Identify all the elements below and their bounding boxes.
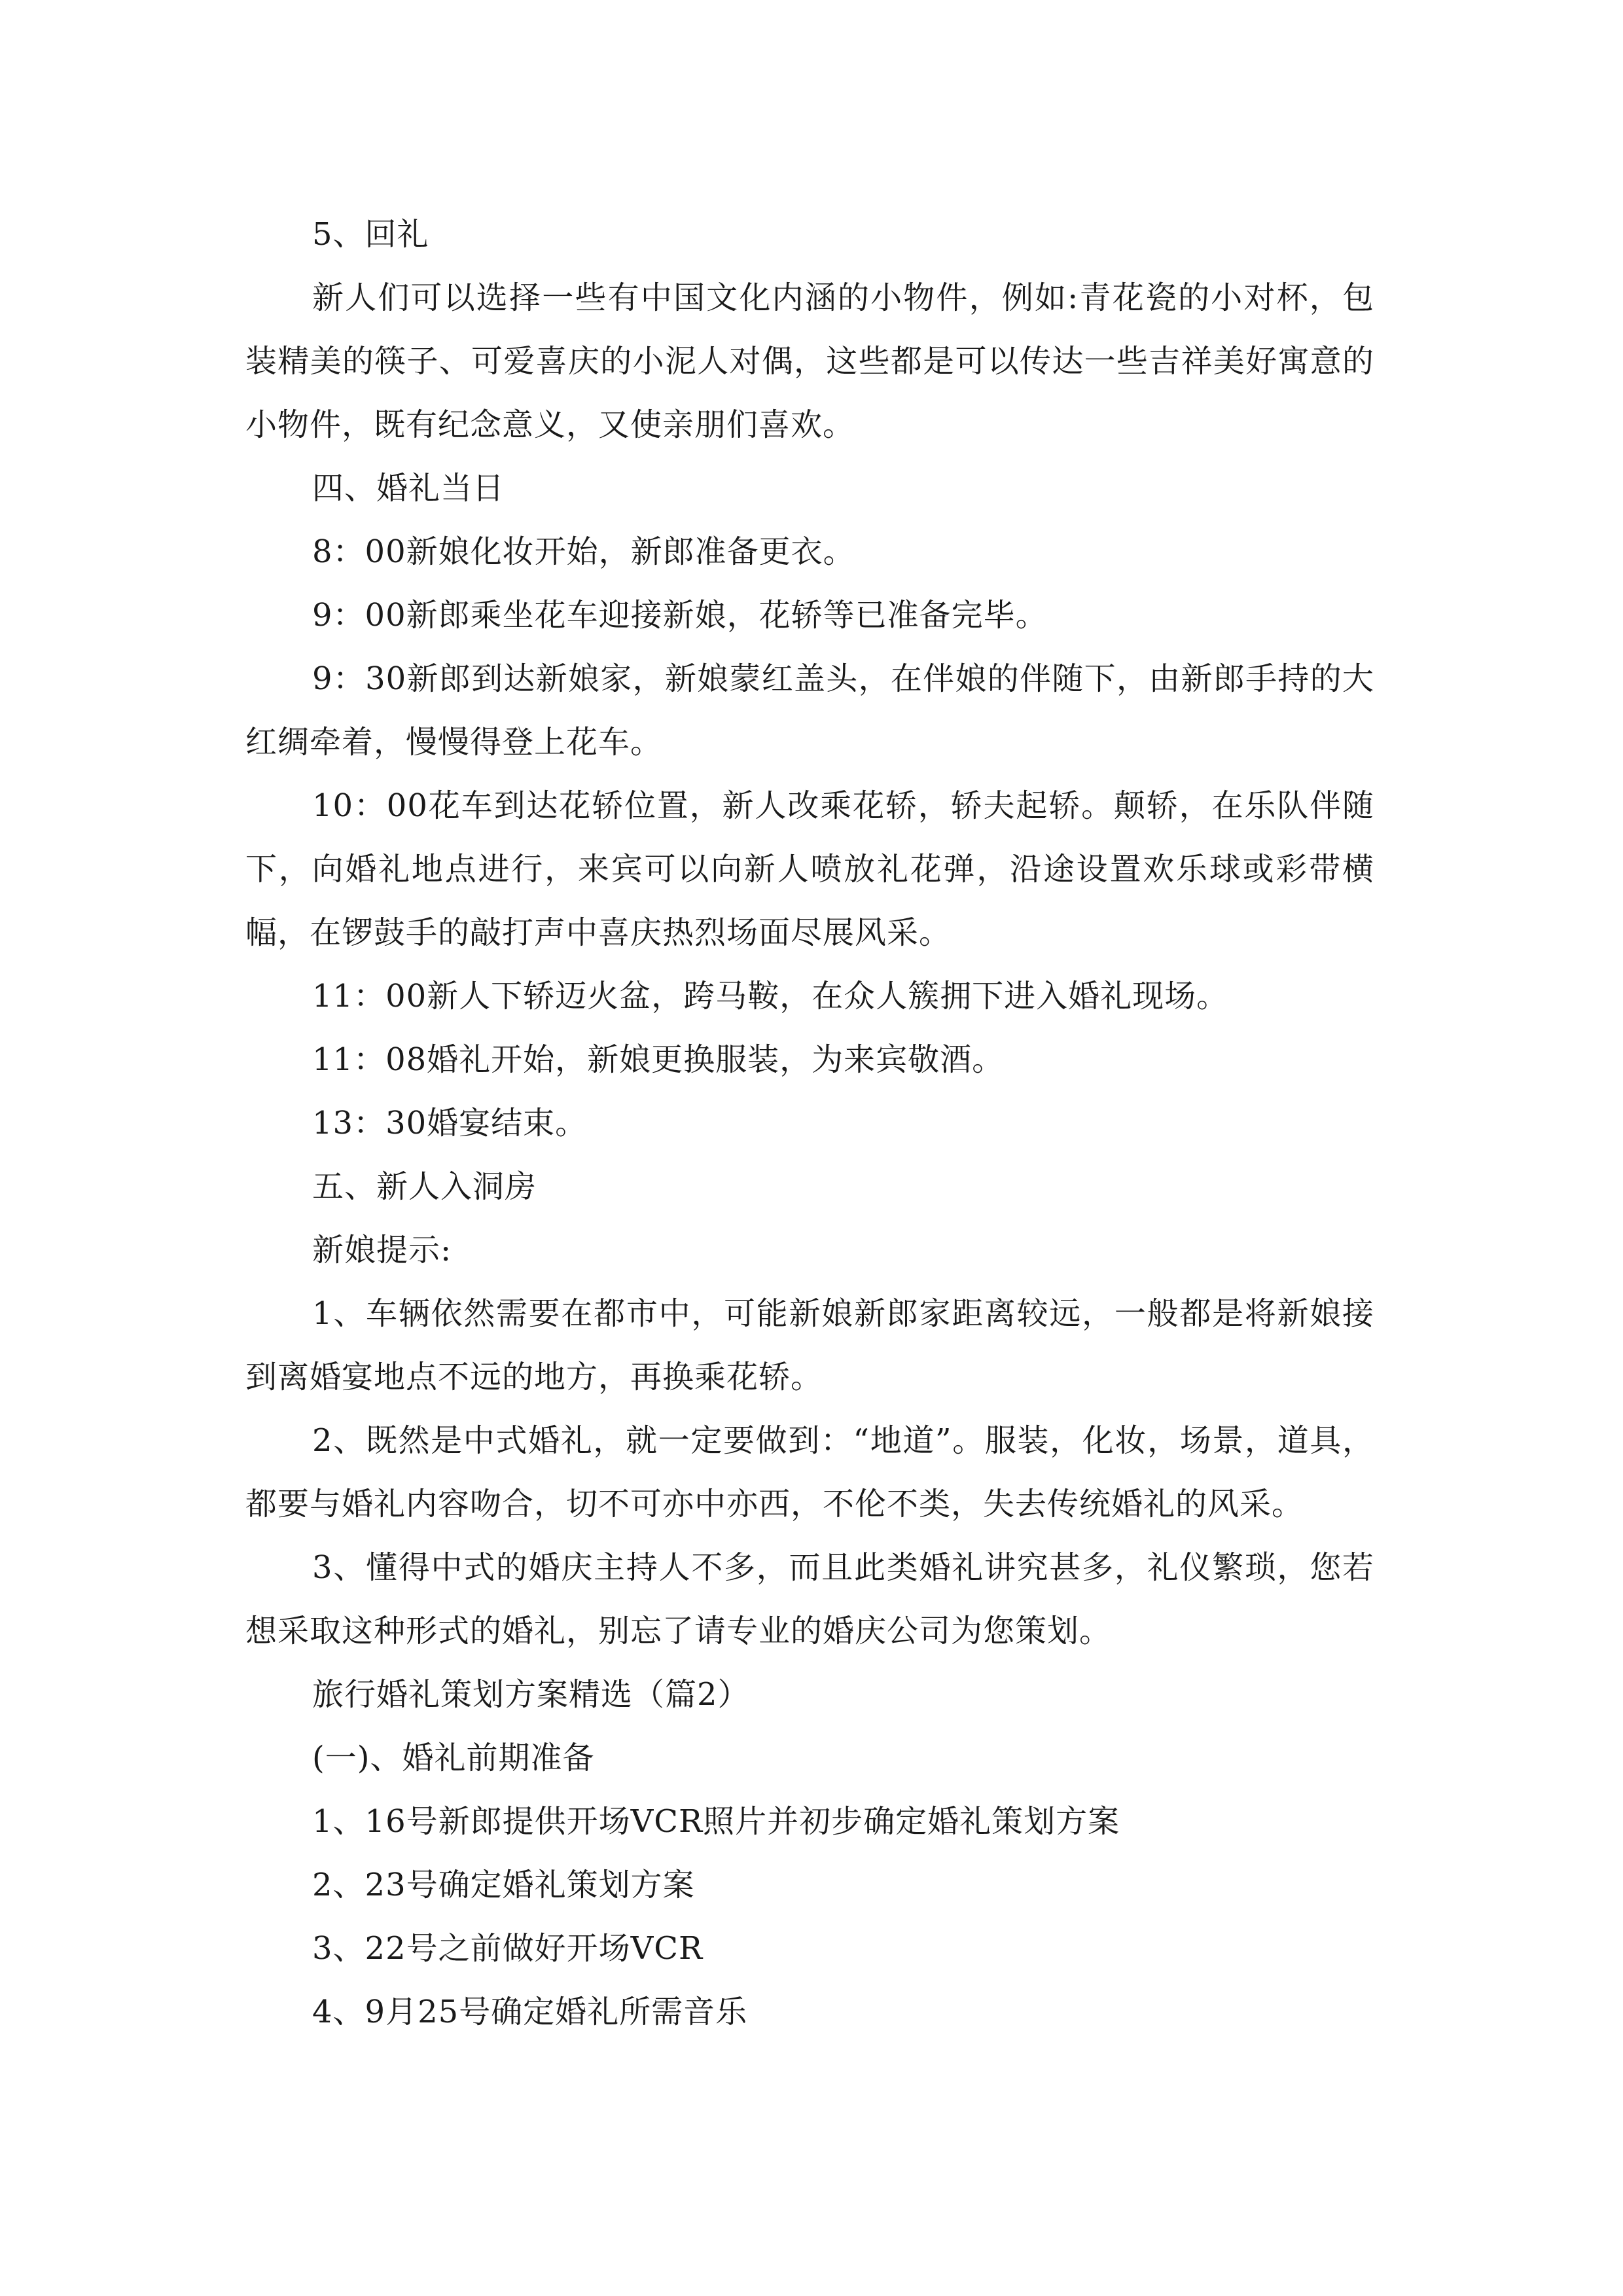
schedule-item: 8：00新娘化妆开始，新郎准备更衣。 <box>312 533 855 570</box>
prep-item: 4、9月25号确定婚礼所需音乐 <box>312 1994 748 2030</box>
paragraph-return-gift: 新人们可以选择一些有中国文化内涵的小物件，例如:青花瓷的小对杯，包装精美的筷子、可爱喜庆的小泥人对偶，这些都是可以传达一些吉祥美好寓意的小物件，既有纪念意义，又使亲朋们喜欢。 <box>245 279 1374 443</box>
prep-item: 3、22号之前做好开场VCR <box>312 1930 704 1967</box>
schedule-item: 9：30新郎到达新娘家，新娘蒙红盖头，在伴娘的伴随下，由新郎手持的大红绸牵着，慢慢得登上花车。 <box>245 660 1374 761</box>
schedule-item: 9：00新郎乘坐花车迎接新娘，花轿等已准备完毕。 <box>312 597 1048 634</box>
document-body <box>245 203 1374 2044</box>
tip-item: 2、既然是中式婚礼，就一定要做到：“地道”。服装，化妆，场景，道具，都要与婚礼内容吻合，切不可亦中亦西，不伦不类，失去传统婚礼的风采。 <box>245 1422 1374 1522</box>
heading-wedding-day: 四、婚礼当日 <box>312 470 505 507</box>
heading-preparation: (一)、婚礼前期准备 <box>312 1740 595 1776</box>
tip-item: 1、车辆依然需要在都市中，可能新娘新郎家距离较远，一般都是将新娘接到离婚宴地点不远的地方，再换乘花轿。 <box>245 1295 1374 1395</box>
schedule-item: 13：30婚宴结束。 <box>312 1105 588 1141</box>
schedule-item: 11：00新人下轿迈火盆，跨马鞍，在众人簇拥下进入婚礼现场。 <box>312 978 1229 1014</box>
tip-item: 3、懂得中式的婚庆主持人不多，而且此类婚礼讲究甚多，礼仪繁琐，您若想采取这种形式的婚礼，别忘了请专业的婚庆公司为您策划。 <box>245 1549 1374 1649</box>
heading-bridal-chamber: 五、新人入洞房 <box>312 1168 537 1205</box>
schedule-item: 10：00花车到达花轿位置，新人改乘花轿，轿夫起轿。颠轿，在乐队伴随下，向婚礼地点进行，来宾可以向新人喷放礼花弹，沿途设置欢乐球或彩带横幅，在锣鼓手的敲打声中喜庆热烈场面尽展风采。 <box>245 787 1374 951</box>
section-title-plan-2: 旅行婚礼策划方案精选（篇2） <box>312 1676 750 1713</box>
schedule-item: 11：08婚礼开始，新娘更换服装，为来宾敬酒。 <box>312 1041 1005 1078</box>
heading-bride-tips: 新娘提示: <box>312 1232 452 1268</box>
prep-item: 1、16号新郎提供开场VCR照片并初步确定婚礼策划方案 <box>312 1803 1120 1840</box>
prep-item: 2、23号确定婚礼策划方案 <box>312 1867 695 1903</box>
heading-return-gift: 5、回礼 <box>312 216 429 253</box>
